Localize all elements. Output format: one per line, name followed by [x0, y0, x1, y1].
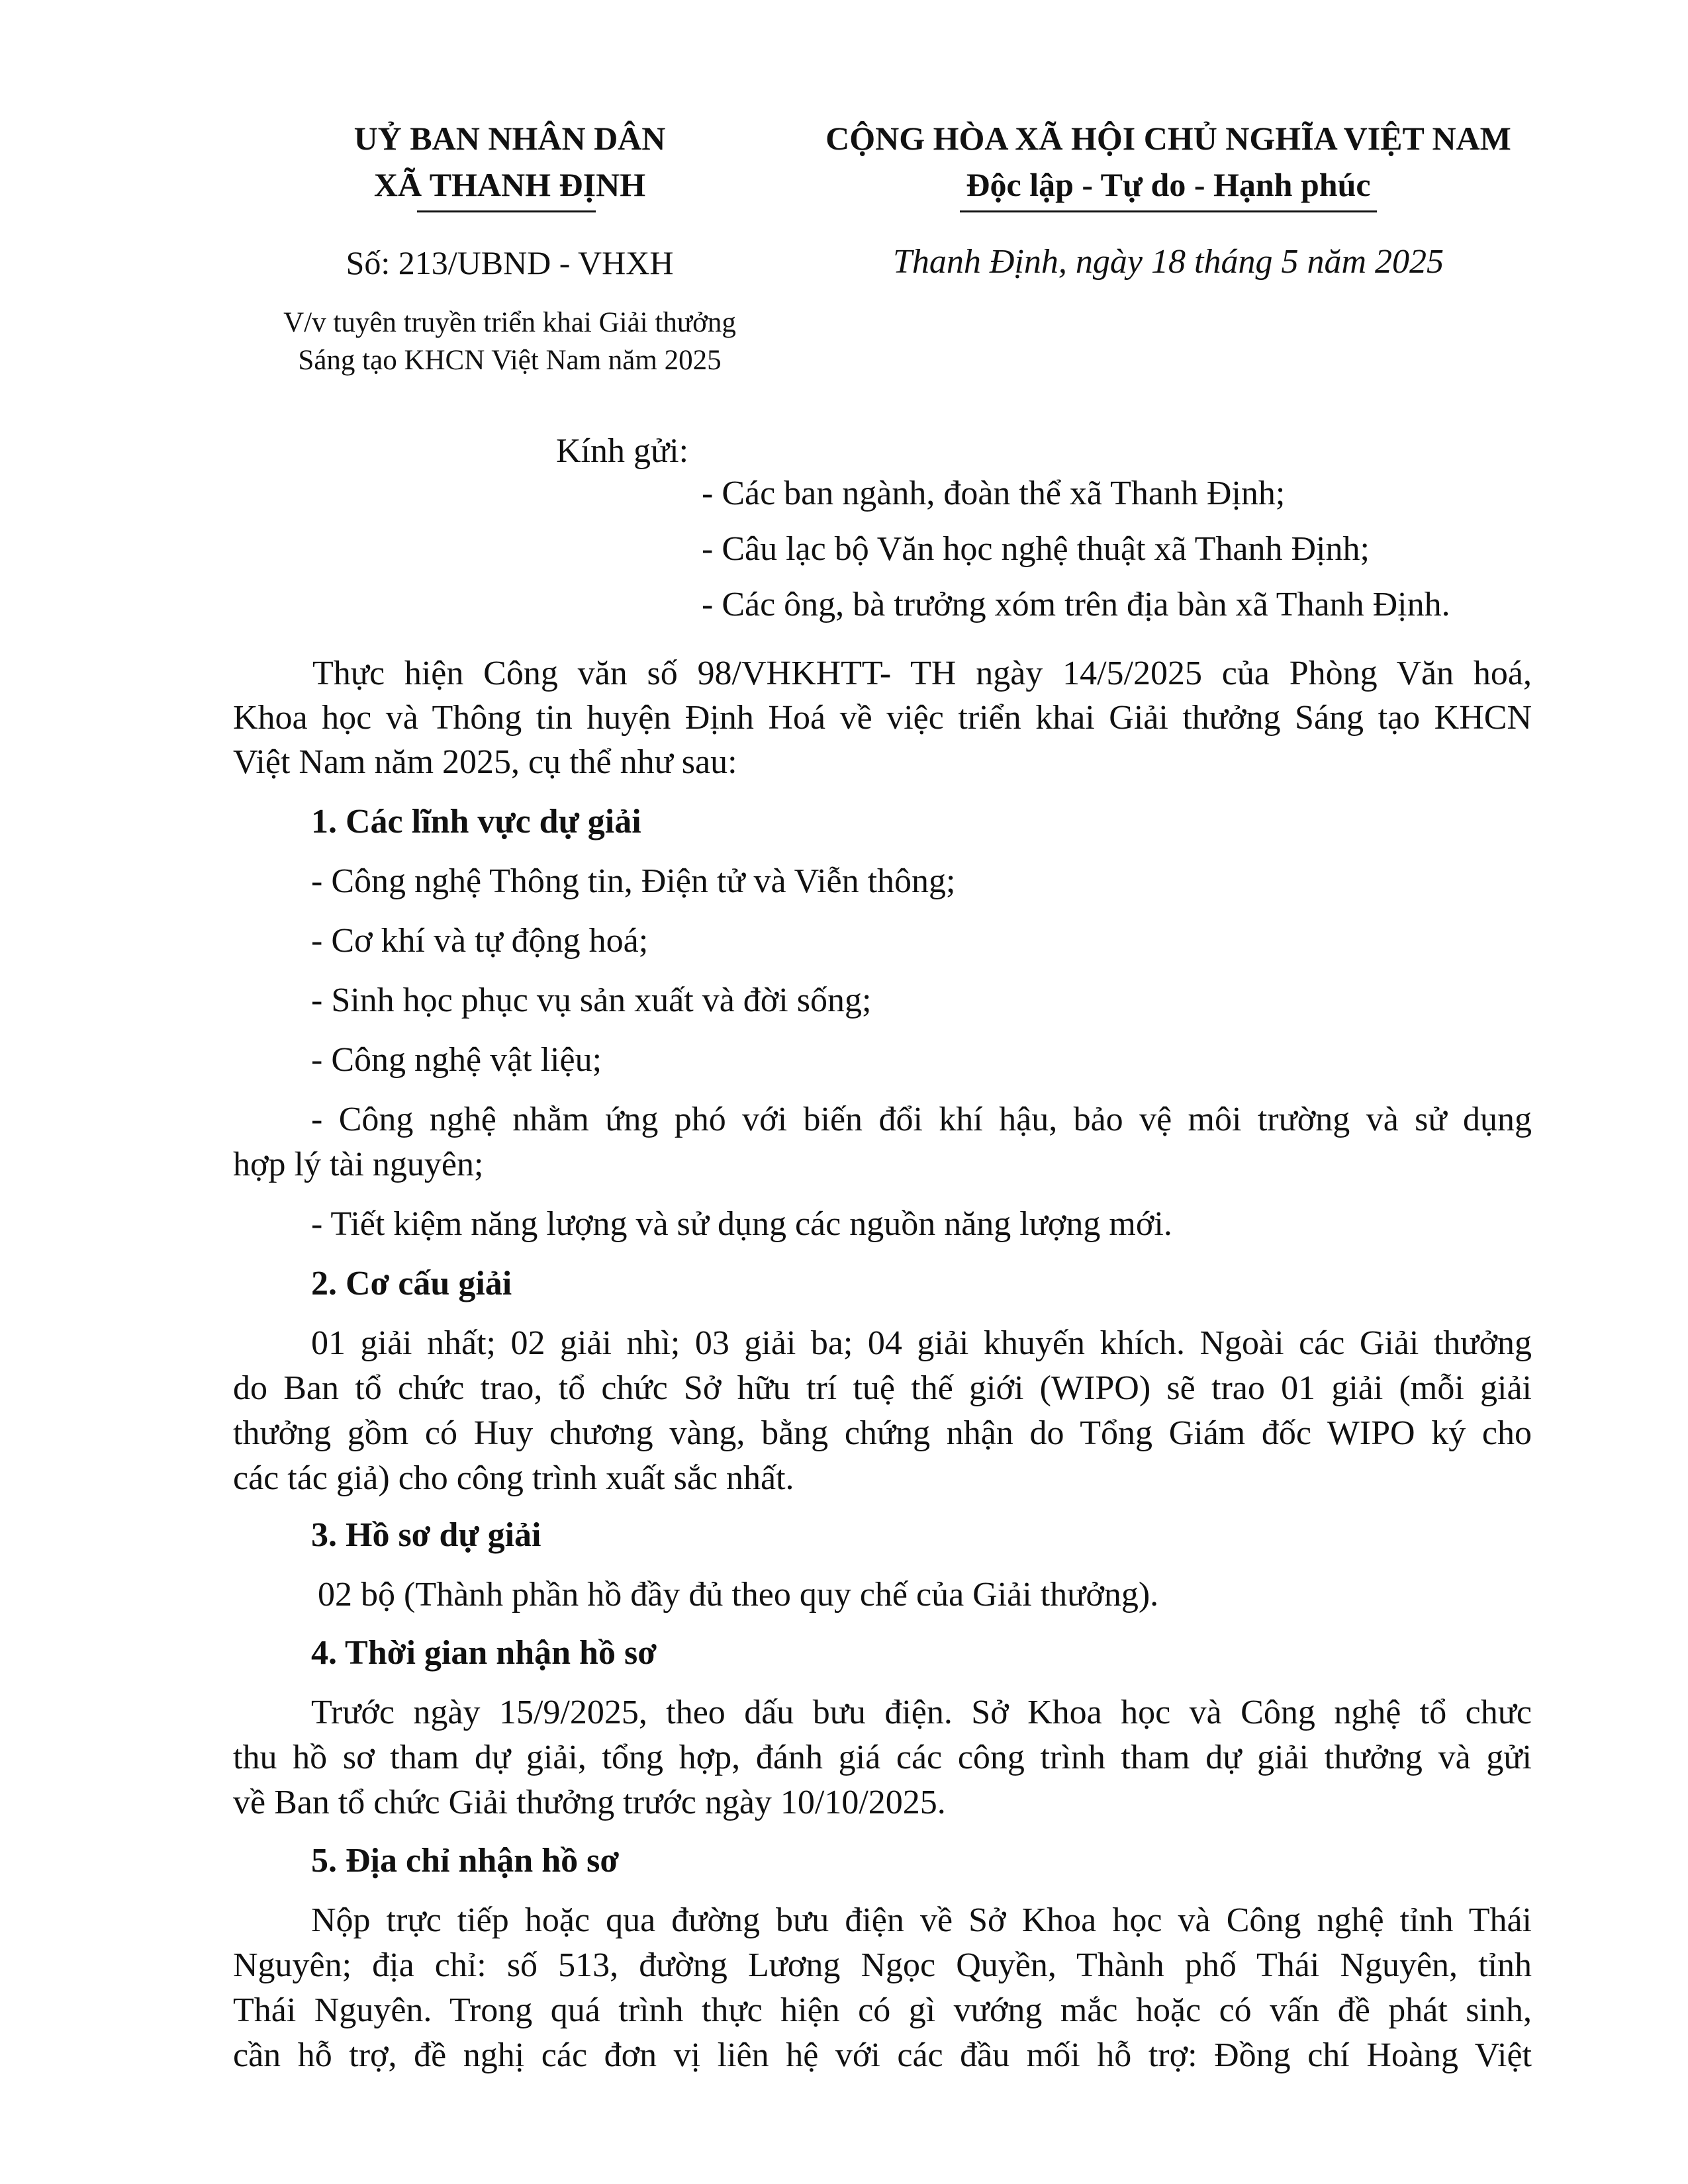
recipient-item: - Câu lạc bộ Văn học nghệ thuật xã Thanh Định;: [702, 530, 1370, 568]
list-item: - Sinh học phục vụ sản xuất và đời sống;: [311, 981, 872, 1019]
list-item: - Công nghệ nhằm ứng phó với biến đổi khí hậu, bảo vệ môi trường và sử dụng: [311, 1101, 1532, 1138]
section-title: 3. Hồ sơ dự giải: [311, 1516, 541, 1554]
paragraph-line: về Ban tổ chức Giải thưởng trước ngày 10/10/2025.: [233, 1784, 946, 1821]
list-item: - Công nghệ vật liệu;: [311, 1041, 602, 1079]
paragraph-line: 01 giải nhất; 02 giải nhì; 03 giải ba; 04 giải khuyến khích. Ngoài các Giải thưởng: [311, 1324, 1532, 1362]
intro-line: Khoa học và Thông tin huyện Định Hoá về việc triển khai Giải thưởng Sáng tạo KHCN: [233, 699, 1532, 737]
section-title: 1. Các lĩnh vực dự giải: [311, 803, 641, 841]
org-name-line1: UỶ BAN NHÂN DÂN: [353, 120, 666, 157]
paragraph-line: Nguyên; địa chỉ: số 513, đường Lương Ngọc Quyền, Thành phố Thái Nguyên, tỉnh: [233, 1946, 1532, 1984]
paragraph-line: do Ban tổ chức trao, tổ chức Sở hữu trí tuệ thế giới (WIPO) sẽ trao 01 giải (mỗi giải: [233, 1369, 1532, 1407]
recipient-item: - Các ban ngành, đoàn thể xã Thanh Định;: [702, 475, 1286, 512]
nation-title: CỘNG HÒA XÃ HỘI CHỦ NGHĨA VIỆT NAM: [825, 120, 1511, 157]
org-underline: [417, 210, 596, 212]
recipient-item: - Các ông, bà trưởng xóm trên địa bàn xã Thanh Định.: [702, 586, 1450, 623]
list-item: - Cơ khí và tự động hoá;: [311, 922, 649, 960]
subject-line1: V/v tuyên truyền triển khai Giải thưởng: [283, 307, 736, 338]
paragraph-line: Thái Nguyên. Trong quá trình thực hiện có gì vướng mắc hoặc có vấn đề phát sinh,: [233, 1991, 1532, 2029]
subject-line2: Sáng tạo KHCN Việt Nam năm 2025: [298, 345, 722, 376]
list-item: - Công nghệ Thông tin, Điện tử và Viễn thông;: [311, 862, 956, 900]
nation-motto: Độc lập - Tự do - Hạnh phúc: [966, 166, 1371, 203]
place-date: Thanh Định, ngày 18 tháng 5 năm 2025: [893, 243, 1444, 281]
paragraph-line: thưởng gồm có Huy chương vàng, bằng chứng nhận do Tổng Giám đốc WIPO ký cho: [233, 1414, 1532, 1452]
paragraph-line: cần hỗ trợ, đề nghị các đơn vị liên hệ với các đầu mối hỗ trợ: Đồng chí Hoàng Việt: [233, 2036, 1532, 2074]
paragraph-line: 02 bộ (Thành phần hồ đầy đủ theo quy chế của Giải thưởng).: [318, 1576, 1159, 1614]
org-name-line2: XÃ THANH ĐỊNH: [373, 166, 646, 203]
recipient-label: Kính gửi:: [556, 432, 689, 470]
list-item: hợp lý tài nguyên;: [233, 1146, 484, 1183]
paragraph-line: Trước ngày 15/9/2025, theo dấu bưu điện. Sở Khoa học và Công nghệ tổ chưc: [311, 1694, 1532, 1731]
paragraph-line: các tác giả) cho công trình xuất sắc nhất.: [233, 1459, 794, 1497]
section-title: 4. Thời gian nhận hồ sơ: [311, 1634, 657, 1672]
section-title: 5. Địa chỉ nhận hồ sơ: [311, 1842, 620, 1880]
motto-underline: [960, 210, 1377, 212]
paragraph-line: Nộp trực tiếp hoặc qua đường bưu điện về Sở Khoa học và Công nghệ tỉnh Thái: [311, 1901, 1532, 1939]
intro-line: Việt Nam năm 2025, cụ thể như sau:: [233, 743, 737, 781]
paragraph-line: thu hồ sơ tham dự giải, tổng hợp, đánh giá các công trình tham dự giải thưởng và gửi: [233, 1739, 1532, 1776]
section-title: 2. Cơ cấu giải: [311, 1265, 512, 1302]
intro-line: Thực hiện Công văn số 98/VHKHTT- TH ngày 14/5/2025 của Phòng Văn hoá,: [312, 655, 1532, 692]
list-item: - Tiết kiệm năng lượng và sử dụng các nguồn năng lượng mới.: [311, 1205, 1172, 1243]
document-number: Số: 213/UBND - VHXH: [346, 244, 674, 281]
